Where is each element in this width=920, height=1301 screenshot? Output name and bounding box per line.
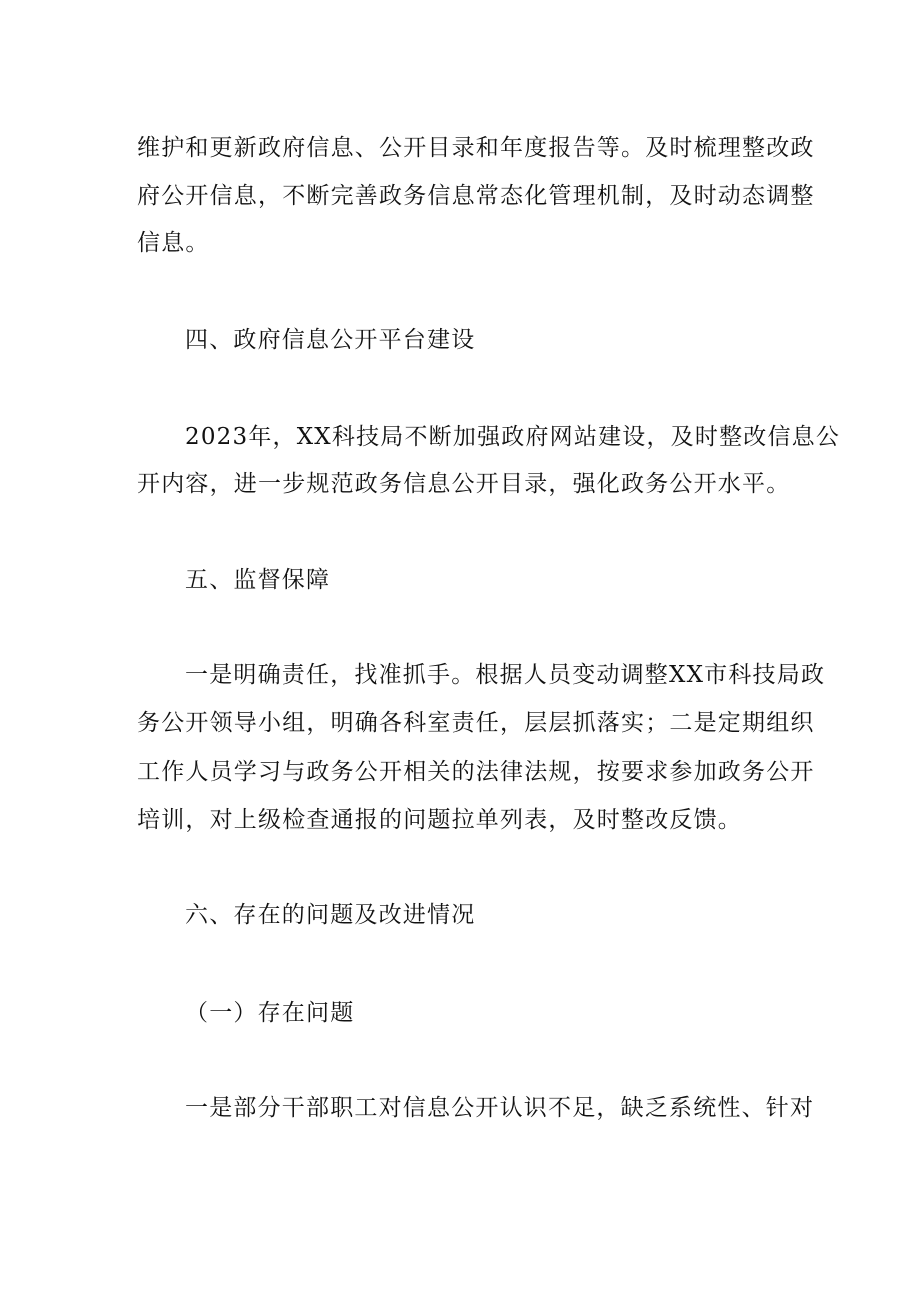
paragraph-line: 府公开信息，不断完善政务信息常态化管理机制，及时动态调整 bbox=[137, 183, 815, 209]
paragraph-line: 2023年，XX科技局不断加强政府网站建设，及时整改信息公 bbox=[185, 424, 841, 450]
paragraph-line: 开内容，进一步规范政务信息公开目录，强化政务公开水平。 bbox=[137, 471, 791, 497]
subsection-heading: （一）存在问题 bbox=[185, 1000, 355, 1026]
paragraph-line: 培训，对上级检查通报的问题拉单列表，及时整改反馈。 bbox=[137, 807, 742, 833]
paragraph-line: 务公开领导小组，明确各科室责任，层层抓落实；二是定期组织 bbox=[137, 710, 815, 736]
section-heading: 四、政府信息公开平台建设 bbox=[185, 327, 476, 353]
paragraph-line: 信息。 bbox=[137, 230, 210, 256]
section-heading: 六、存在的问题及改进情况 bbox=[185, 902, 476, 928]
paragraph-line: 维护和更新政府信息、公开目录和年度报告等。及时梳理整改政 bbox=[137, 135, 815, 161]
paragraph-line: 一是明确责任，找准抓手。根据人员变动调整XX市科技局政 bbox=[185, 662, 826, 688]
paragraph-line: 一是部分干部职工对信息公开认识不足，缺乏系统性、针对 bbox=[185, 1095, 815, 1121]
paragraph-line: 工作人员学习与政务公开相关的法律法规，按要求参加政务公开 bbox=[137, 759, 815, 785]
section-heading: 五、监督保障 bbox=[185, 567, 331, 593]
